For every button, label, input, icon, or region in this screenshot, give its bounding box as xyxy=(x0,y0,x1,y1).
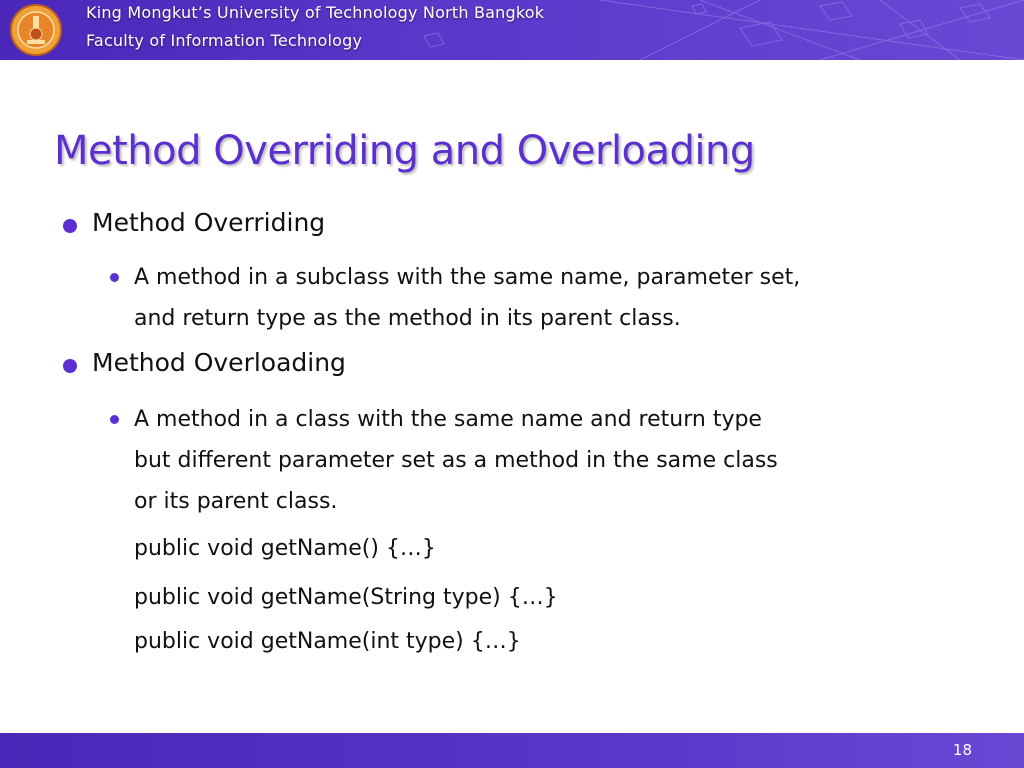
text-line: but different parameter set as a method in the same class xyxy=(134,448,778,473)
faculty-name: Faculty of Information Technology xyxy=(86,31,363,50)
university-name: King Mongkut’s University of Technology North Bangkok xyxy=(86,3,545,22)
code-line-1: public void getName() {…} xyxy=(134,536,436,561)
text-line: A method in a class with the same name and return type xyxy=(134,407,762,432)
footer-bar xyxy=(0,733,1024,768)
code-line-3: public void getName(int type) {…} xyxy=(134,629,521,654)
bullet-icon xyxy=(63,359,77,373)
university-logo xyxy=(10,4,62,56)
overriding-description xyxy=(134,257,984,339)
bullet-method-overloading: Method Overloading xyxy=(92,348,346,377)
header-bar xyxy=(0,0,1024,60)
bullet-icon xyxy=(63,219,77,233)
text-line: and return type as the method in its parent class. xyxy=(134,306,681,331)
sub-bullet-icon xyxy=(110,273,119,282)
overloading-description xyxy=(134,399,984,522)
text-line: A method in a subclass with the same name, parameter set, xyxy=(134,265,801,290)
page-number: 18 xyxy=(952,741,972,759)
slide-title: Method Overriding and Overloading xyxy=(54,128,755,174)
code-line-2: public void getName(String type) {…} xyxy=(134,585,558,610)
sub-bullet-icon xyxy=(110,415,119,424)
text-line: or its parent class. xyxy=(134,489,338,514)
bullet-method-overriding: Method Overriding xyxy=(92,208,326,237)
